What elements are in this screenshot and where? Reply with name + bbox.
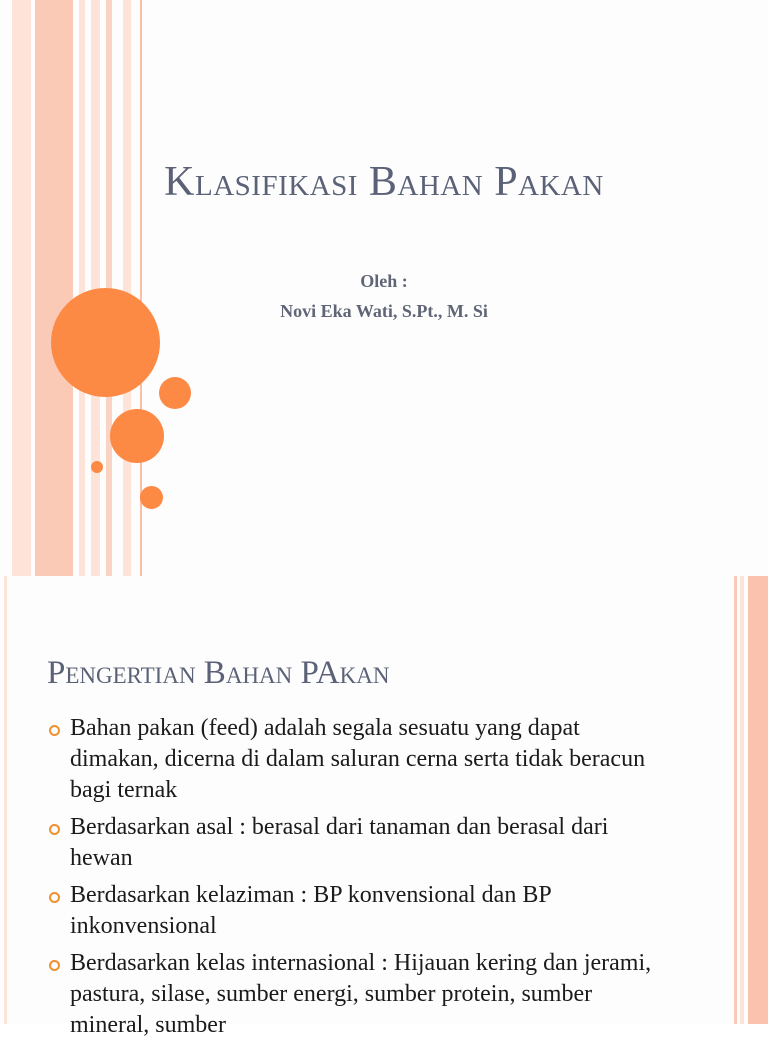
list-item	[48, 713, 658, 806]
content-title: Pengertian Bahan PAkan	[47, 655, 390, 691]
slide-subtitle	[0, 266, 768, 326]
bullet-ring-icon	[49, 725, 60, 736]
decor-stripe	[4, 576, 7, 1024]
decor-stripe	[740, 576, 744, 1024]
bullet-text: Bahan pakan (feed) adalah segala sesuatu yang dapat dimakan, dicerna di dalam saluran cerna serta tidak beracun bagi ternak	[70, 715, 646, 803]
list-item	[48, 880, 658, 942]
bullet-ring-icon	[49, 824, 60, 835]
bullet-text: Berdasarkan asal : berasal dari tanaman dan berasal dari hewan	[70, 814, 609, 871]
decor-stripe	[734, 576, 737, 1024]
list-item	[48, 948, 658, 1041]
decor-circle	[140, 486, 163, 509]
decor-circle	[159, 377, 191, 409]
decor-circle	[110, 409, 164, 463]
slide-title: Klasifikasi Bahan Pakan	[164, 159, 604, 205]
byline-label: Oleh :	[360, 271, 408, 291]
decor-circle-tiny	[91, 461, 103, 473]
bullet-text: Berdasarkan kelas internasional : Hijauan kering dan jerami, pastura, silase, sumber energi, sumber protein, sumber mineral, sumber	[70, 950, 652, 1038]
decor-stripe	[748, 576, 768, 1024]
bullet-list	[48, 713, 658, 1047]
bullet-ring-icon	[49, 960, 60, 971]
bullet-ring-icon	[49, 892, 60, 903]
bullet-text: Berdasarkan kelaziman : BP konvensional dan BP inkonvensional	[70, 882, 551, 939]
author-name: Novi Eka Wati, S.Pt., M. Si	[280, 301, 488, 321]
list-item	[48, 812, 658, 874]
